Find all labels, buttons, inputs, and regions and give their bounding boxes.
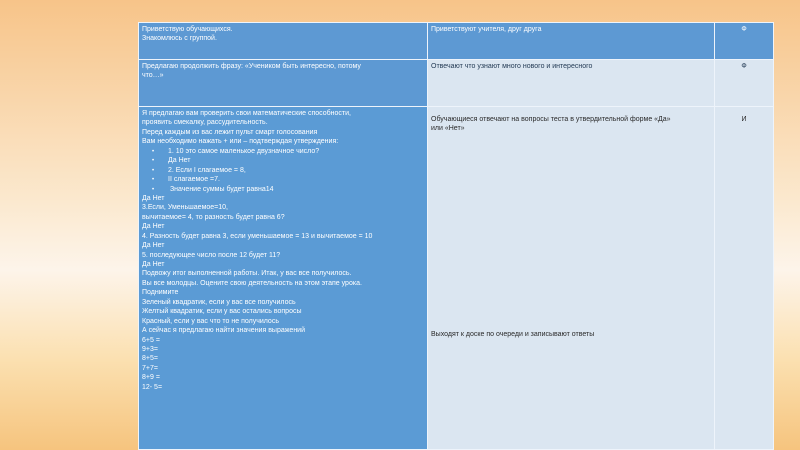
expression: 9+3= <box>142 345 158 353</box>
expression: 6+5 = <box>142 336 160 344</box>
teacher-text: Желтый квадратик, если у вас остались вопросы <box>142 308 302 316</box>
teacher-cell <box>139 60 428 107</box>
teacher-cell <box>139 23 428 60</box>
students-cell <box>428 23 715 60</box>
question-item: • 2. Если I слагаемое = 8, <box>142 166 424 175</box>
expression: 8+9 = <box>142 374 160 382</box>
teacher-text: Вы все молодцы. Оцените свою деятельность на этом этапе урока. <box>142 279 362 287</box>
mark-cell <box>715 107 774 450</box>
teacher-text: 3.Если, Уменьшаемое=10, <box>142 204 228 212</box>
question-item: • II слагаемое =7. <box>142 175 424 184</box>
teacher-text: что…» <box>142 72 164 80</box>
expression: 12- 5= <box>142 383 163 391</box>
teacher-text: Вам необходимо нажать + или – подтверждая утверждения: <box>142 138 339 146</box>
question-item: • 1. 10 это самое маленькое двузначное число? <box>142 147 424 156</box>
table-row <box>139 23 774 60</box>
teacher-text: Да Нет <box>142 242 165 250</box>
teacher-text: проявить смекалку, рассудительность. <box>142 119 268 127</box>
expression: 8+5= <box>142 355 158 363</box>
teacher-text: Да Нет <box>142 261 165 268</box>
teacher-text: Поднимите <box>142 289 179 297</box>
teacher-text: А сейчас я предлагаю найти значения выражений <box>142 327 306 335</box>
teacher-text: Я предлагаю вам проверить свои математические способности, <box>142 110 351 117</box>
assessment-mark: Ф <box>741 63 747 70</box>
assessment-mark: Ф <box>741 26 747 33</box>
teacher-cell <box>139 107 428 450</box>
teacher-text: Предлагаю продолжить фразу: «Учеником быть интересно, потому <box>142 63 361 70</box>
question-item: • Да Нет <box>142 156 424 165</box>
teacher-text: Да Нет <box>142 223 165 231</box>
teacher-text: Перед каждым из вас лежит пульт смарт голосования <box>142 128 318 136</box>
assessment-mark: И <box>741 116 747 123</box>
mark-cell <box>715 60 774 107</box>
students-cell <box>428 107 715 450</box>
mark-cell <box>715 23 774 60</box>
students-text: Выходят к доске по очереди и записывают ответы <box>431 330 595 338</box>
students-text: Отвечают что узнают много нового и интересного <box>431 63 593 70</box>
students-text: Приветствуют учителя, друг друга <box>431 26 542 33</box>
lesson-plan-table <box>138 22 774 450</box>
teacher-text: Приветствую обучающихся. <box>142 26 233 33</box>
table-row <box>139 107 774 450</box>
teacher-text: 4. Разность будет равна 3, если уменьшаемое = 13 и вычитаемое = 10 <box>142 232 373 240</box>
teacher-text: 5. последующее число после 12 будет 11? <box>142 251 281 259</box>
table-row <box>139 60 774 107</box>
question-item: • Значение суммы будет равна14 <box>142 185 424 194</box>
teacher-text: вычитаемое= 4, то разность будет равна 6? <box>142 213 285 221</box>
students-text: или «Нет» <box>431 125 465 133</box>
expression: 7+7= <box>142 364 158 372</box>
teacher-text: Знакомлюсь с группой. <box>142 35 217 43</box>
teacher-text: Подвожу итог выполненной работы. Итак, у вас все получилось. <box>142 270 352 278</box>
students-cell <box>428 60 715 107</box>
teacher-text: Красный, если у вас что то не получилось <box>142 317 279 325</box>
teacher-text: Зеленый квадратик, если у вас все получилось <box>142 298 296 306</box>
students-text: Обучающиеся отвечают на вопросы теста в утвердительной форме «Да» <box>431 116 671 123</box>
teacher-text: Да Нет <box>142 194 165 202</box>
